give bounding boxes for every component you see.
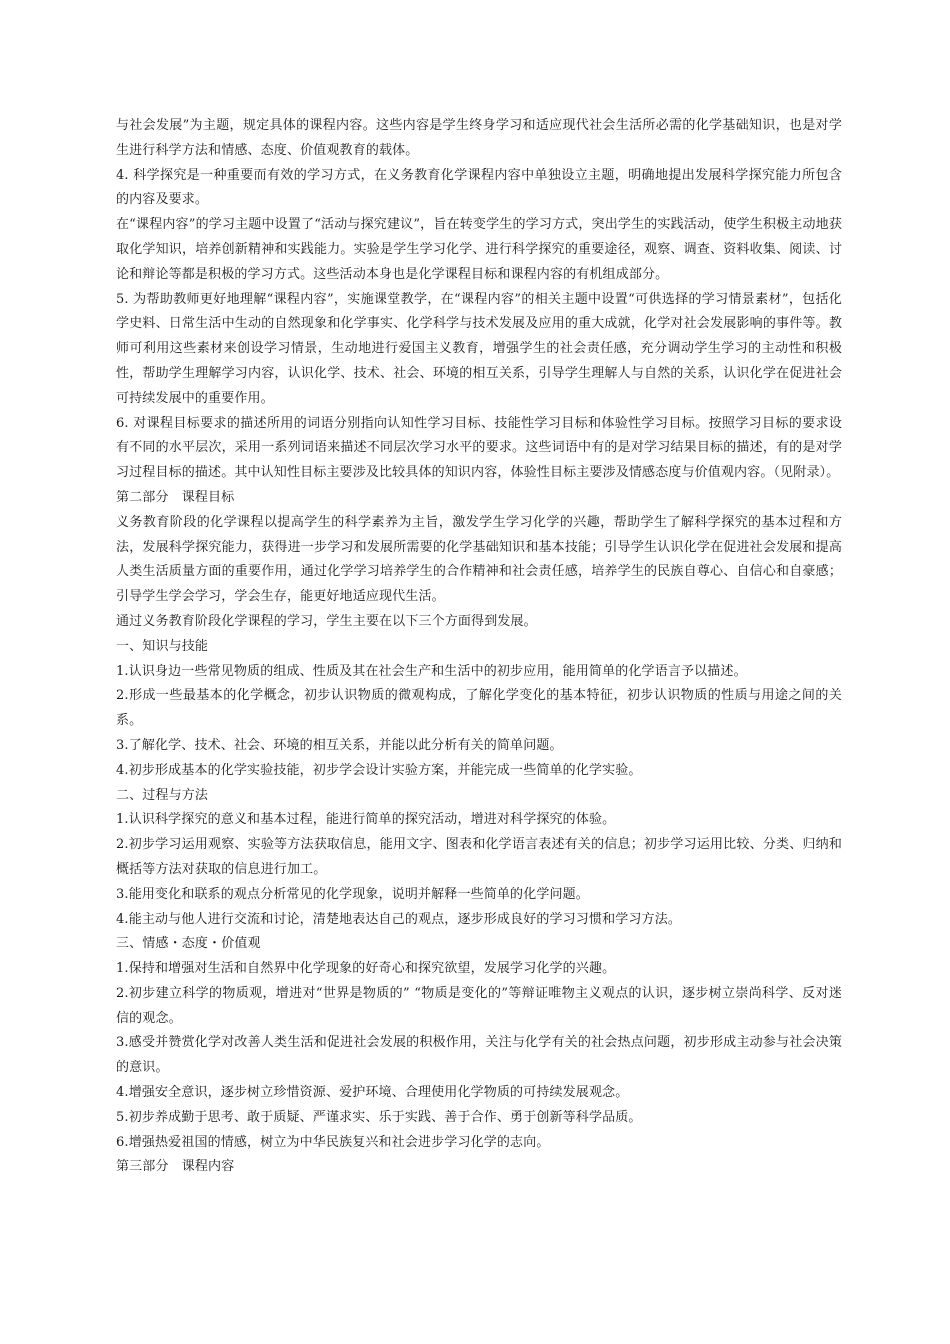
list-item: 2.形成一些最基本的化学概念，初步认识物质的微观构成，了解化学变化的基本特征，初步认识物质的性质与用途之间的关系。 (116, 688, 842, 729)
paragraph: 通过义务教育阶段化学课程的学习，学生主要在以下三个方面得到发展。 (116, 613, 537, 629)
paragraph: 5. 为帮助教师更好地理解“课程内容”，实施课堂教学，在“课程内容”的相关主题中设置“可供选择的学习情景素材”，包括化学史料、日常生活中生动的自然现象和化学事实、化学科学与技术发展及应用的重大成就，化学对社会发展影响的事件等。教师可利用这些素材来创设学习情景，生动地进行爱国主义教育，增强学生的社会责任感，充分调动学生学习的主动性和积极性，帮助学生理解学习内容，认识化学、技术、社会、环境的相互关系，引导学生理解人与自然的关系，认识化学在促进社会可持续发展中的重要作用。 (116, 291, 842, 406)
subsection-heading: 二、过程与方法 (116, 787, 209, 803)
list-item: 3.能用变化和联系的观点分析常见的化学现象，说明并解释一些简单的化学问题。 (116, 886, 589, 902)
list-item: 2.初步学习运用观察、实验等方法获取信息，能用文字、图表和化学语言表述有关的信息；初步学习运用比较、分类、归纳和概括等方法对获取的信息进行加工。 (116, 837, 842, 877)
section-heading: 第三部分 课程内容 (116, 1159, 235, 1175)
subsection-heading: 一、知识与技能 (116, 638, 209, 654)
paragraph: 义务教育阶段的化学课程以提高学生的科学素养为主旨，激发学生学习化学的兴趣，帮助学生了解科学探究的基本过程和方法，发展科学探究能力，获得进一步学习和发展所需要的化学基础知识和基本技能；引导学生认识化学在促进社会发展和提高人类生活质量方面的重要作用，通过化学学习培养学生的合作精神和社会责任感，培养学生的民族自尊心、自信心和自豪感；引导学生学会学习，学会生存，能更好地适应现代生活。 (116, 514, 842, 605)
document-body (116, 114, 842, 1180)
list-item: 1.认识科学探究的意义和基本过程，能进行简单的探究活动，增进对科学探究的体验。 (116, 812, 616, 828)
list-item: 1.保持和增强对生活和自然界中化学现象的好奇心和探究欲望，发展学习化学的兴趣。 (116, 961, 616, 977)
list-item: 5.初步养成勤于思考、敢于质疑、严谨求实、乐于实践、善于合作、勇于创新等科学品质。 (116, 1109, 642, 1125)
list-item: 4.能主动与他人进行交流和讨论，清楚地表达自己的观点，逐步形成良好的学习习惯和学习方法。 (116, 911, 682, 927)
list-item: 2.初步建立科学的物质观，增进对“世界是物质的” “物质是变化的”等辩证唯物主义观点的认识，逐步树立崇尚科学、反对迷信的观念。 (116, 985, 842, 1026)
paragraph: 4. 科学探究是一种重要而有效的学习方式，在义务教育化学课程内容中单独设立主题，明确地提出发展科学探究能力所包含的内容及要求。 (116, 167, 842, 208)
list-item: 3.了解化学、技术、社会、环境的相互关系，并能以此分析有关的简单问题。 (116, 737, 563, 753)
paragraph: 6. 对课程目标要求的描述所用的词语分别指向认知性学习目标、技能性学习目标和体验性学习目标。按照学习目标的要求设有不同的水平层次，采用一系列词语来描述不同层次学习水平的要求。这些词语中有的是对学习结果目标的描述，有的是对学习过程目标的描述。其中认知性目标主要涉及比较具体的知识内容，体验性目标主要涉及情感态度与价值观内容。（见附录）。 (116, 415, 842, 481)
list-item: 6.增强热爱祖国的情感，树立为中华民族复兴和社会进步学习化学的志向。 (116, 1134, 550, 1150)
list-item: 4.增强安全意识，逐步树立珍惜资源、爱护环境、合理使用化学物质的可持续发展观念。 (116, 1085, 629, 1101)
list-item: 3.感受并赞赏化学对改善人类生活和促进社会发展的积极作用，关注与化学有关的社会热点问题，初步形成主动参与社会决策的意识。 (116, 1035, 842, 1076)
paragraph: 与社会发展”为主题，规定具体的课程内容。这些内容是学生终身学习和适应现代社会生活所必需的化学基础知识，也是对学生进行科学方法和情感、态度、价值观教育的载体。 (116, 118, 842, 158)
subsection-heading: 三、情感・态度・价值观 (116, 936, 261, 952)
list-item: 1.认识身边一些常见物质的组成、性质及其在社会生产和生活中的初步应用，能用简单的化学语言予以描述。 (116, 663, 747, 679)
list-item: 4.初步形成基本的化学实验技能，初步学会设计实验方案，并能完成一些简单的化学实验。 (116, 762, 642, 778)
paragraph: 在“课程内容”的学习主题中设置了“活动与探究建议”，旨在转变学生的学习方式，突出学生的实践活动，使学生积极主动地获取化学知识，培养创新精神和实践能力。实验是学生学习化学、进行科学探究的重要途径，观察、调查、资料收集、阅读、讨论和辩论等都是积极的学习方式。这些活动本身也是化学课程目标和课程内容的有机组成部分。 (116, 217, 842, 282)
section-heading: 第二部分 课程目标 (116, 489, 235, 505)
